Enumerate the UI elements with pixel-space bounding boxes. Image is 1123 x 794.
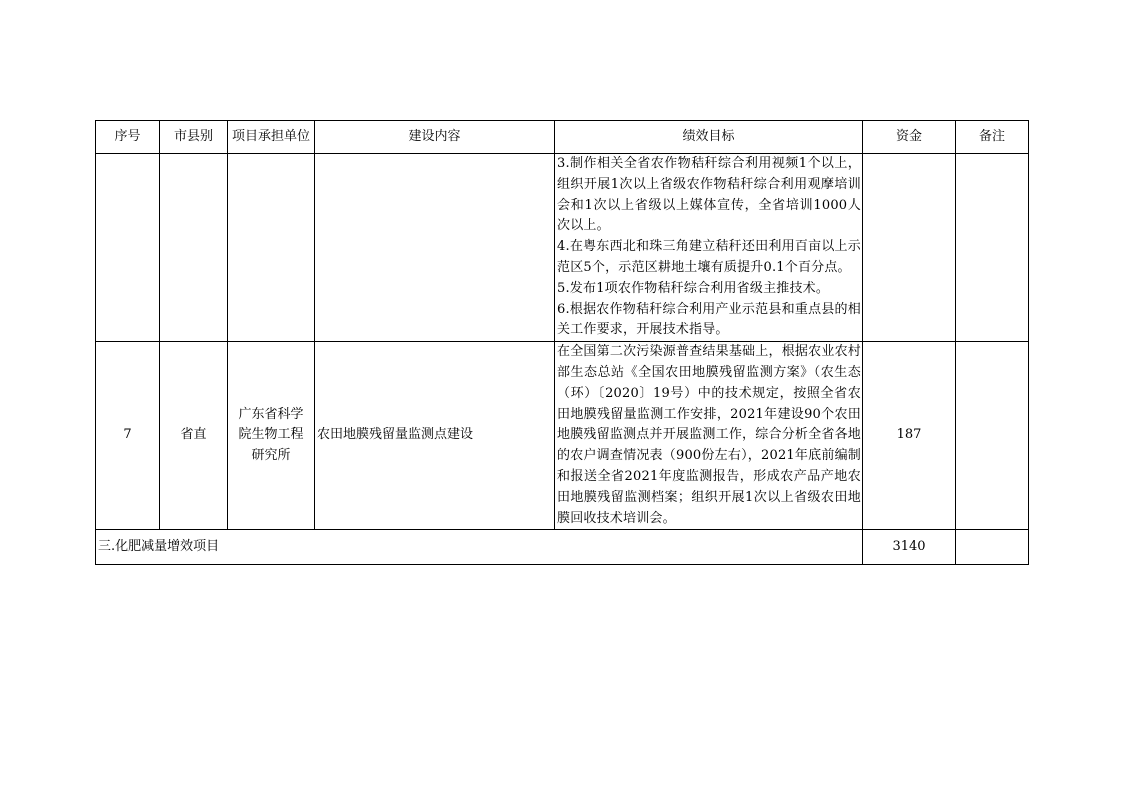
row-unit: 广东省科学院生物工程研究所 bbox=[228, 342, 315, 530]
table-row bbox=[96, 154, 1029, 342]
goal-item: 3.制作相关全省农作物秸秆综合利用视频1个以上，组织开展1次以上省级农作物秸秆综合利用观摩培训会和1次以上省级以上媒体宣传，全省培训1000人次以上。 bbox=[557, 156, 861, 234]
row-goal: 在全国第二次污染源普查结果基础上，根据农业农村部生态总站《全国农田地膜残留监测方案》（农生态（环）〔2020〕19号）中的技术规定，按照全省农田地膜残留量监测工作安排，2021年建设90个农田地膜残留监测点并开展监测工作，综合分析全省各地的农户调查情况表（900份左右），2021年底前编制和报送全省2021年度监测报告，形成农产品产地农田地膜残留监测档案；组织开展1次以上省级农田地膜回收技术培训会。 bbox=[555, 342, 863, 530]
row-content: 农田地膜残留量监测点建设 bbox=[315, 342, 555, 530]
goal-item: 4.在粤东西北和珠三角建立秸秆还田利用百亩以上示范区5个，示范区耕地土壤有质提升0.1个百分点。 bbox=[557, 239, 861, 275]
row-index: 7 bbox=[96, 342, 160, 530]
cell-empty bbox=[228, 154, 315, 342]
row-region: 省直 bbox=[160, 342, 228, 530]
cell-empty bbox=[315, 154, 555, 342]
header-row bbox=[96, 121, 1029, 154]
section-row bbox=[96, 530, 1029, 565]
header-content: 建设内容 bbox=[315, 121, 555, 154]
section-label: 三.化肥减量增效项目 bbox=[96, 530, 863, 565]
header-note: 备注 bbox=[956, 121, 1029, 154]
header-goal: 绩效目标 bbox=[555, 121, 863, 154]
row-funds: 187 bbox=[863, 342, 956, 530]
cell-empty bbox=[160, 154, 228, 342]
table-row bbox=[96, 342, 1029, 530]
cell-empty bbox=[863, 154, 956, 342]
goal-item: 6.根据农作物秸秆综合利用产业示范县和重点县的相关工作要求，开展技术指导。 bbox=[557, 301, 861, 338]
header-index: 序号 bbox=[96, 121, 160, 154]
header-unit: 项目承担单位 bbox=[228, 121, 315, 154]
section-funds: 3140 bbox=[863, 530, 956, 565]
header-funds: 资金 bbox=[863, 121, 956, 154]
section-note bbox=[956, 530, 1029, 565]
header-region: 市县别 bbox=[160, 121, 228, 154]
cell-empty bbox=[956, 154, 1029, 342]
cell-empty bbox=[96, 154, 160, 342]
goal-item: 5.发布1项农作物秸秆综合利用省级主推技术。 bbox=[557, 280, 830, 296]
goal-cell bbox=[555, 154, 863, 342]
row-note bbox=[956, 342, 1029, 530]
funding-table bbox=[95, 120, 1029, 565]
